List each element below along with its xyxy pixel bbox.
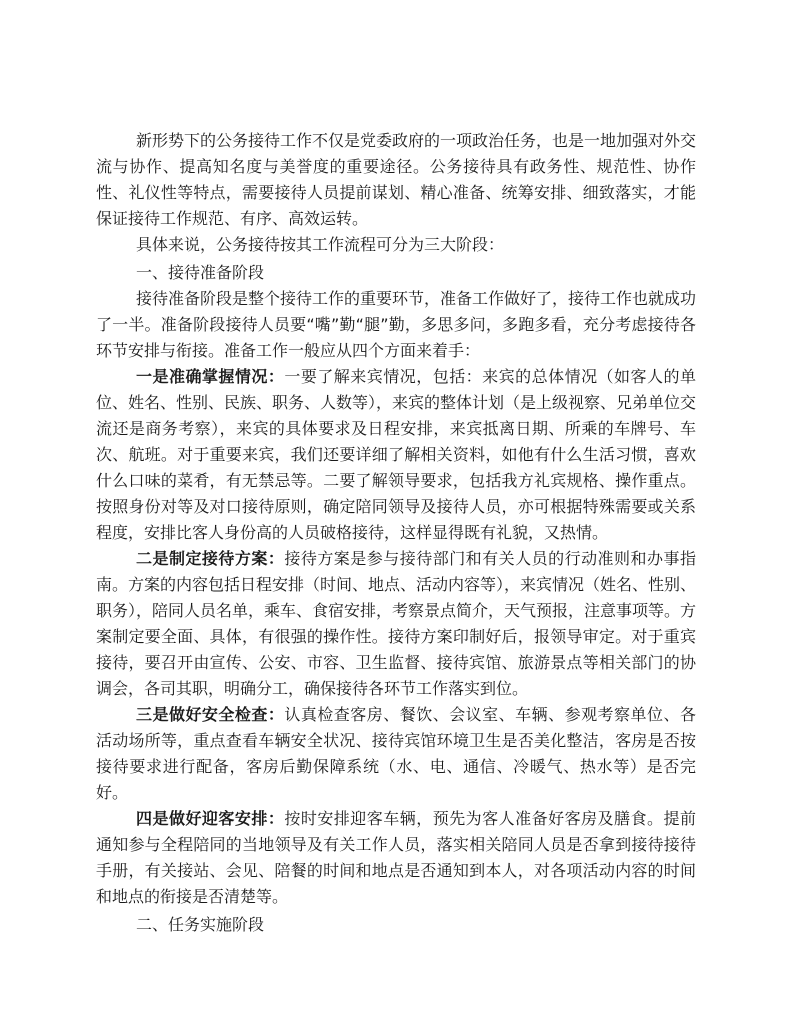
item-3-lead: 三是做好安全检查： xyxy=(136,705,285,724)
overview-paragraph: 具体来说，公务接待按其工作流程可分为三大阶段： xyxy=(136,235,505,254)
item-1-lead: 一是准确掌握情况： xyxy=(136,367,285,386)
item-2-paragraph xyxy=(96,546,696,702)
item-2-lead: 二是制定接待方案： xyxy=(136,549,285,568)
item-3-body: 认真检查客房、餐饮、会议室、车辆、参观考察单位、各活动场所等，重点查看车辆安全状况、接待宾馆环境卫生是否美化整洁，客房是否按接待要求进行配备，客房后勤保障系统（水、电、通信、冷暖气、热水等）是否完好。 xyxy=(96,705,696,802)
item-1-paragraph xyxy=(96,364,696,546)
document-page xyxy=(96,128,696,938)
item-2-body: 接待方案是参与接待部门和有关人员的行动准则和办事指南。方案的内容包括日程安排（时间、地点、活动内容等），来宾情况（姓名、性别、职务），陪同人员名单，乘车、食宿安排，考察景点简介，天气预报，注意事项等。方案制定要全面、具体，有很强的操作性。接待方案印制好后，报领导审定。对于重宾接待，要召开由宣传、公安、市容、卫生监督、接待宾馆、旅游景点等相关部门的协调会，各司其职，明确分工，确保接待各环节工作落实到位。 xyxy=(96,549,697,698)
item-4-body: 按时安排迎客车辆，预先为客人准备好客房及膳食。提前通知参与全程陪同的当地领导及有关工作人员，落实相关陪同人员是否拿到接待接待手册，有关接站、会见、陪餐的时间和地点是否通知到本人，对各项活动内容的时间和地点的衔接是否清楚等。 xyxy=(96,809,696,906)
item-1-body: 一要了解来宾情况，包括：来宾的总体情况（如客人的单位、姓名、性别、民族、职务、人数等），来宾的整体计划（是上级视察、兄弟单位交流还是商务考察），来宾的具体要求及日程安排，来宾抵离日期、所乘的车牌号、车次、航班。对于重要来宾，我们还要详细了解相关资料，如他有什么生活习惯，喜欢什么口味的菜肴，有无禁忌等。二要了解领导要求，包括我方礼宾规格、操作重点。按照身份对等及对口接待原则，确定陪同领导及接待人员，亦可根据特殊需要或关系程度，安排比客人身份高的人员破格接待，这样显得既有礼貌，又热情。 xyxy=(96,367,697,542)
item-3-paragraph xyxy=(96,702,696,806)
section-2-heading: 二、任务实施阶段 xyxy=(136,915,265,934)
item-4-paragraph xyxy=(96,806,696,910)
section-1-heading: 一、接待准备阶段 xyxy=(136,263,265,282)
intro-paragraph: 新形势下的公务接待工作不仅是党委政府的一项政治任务，也是一地加强对外交流与协作、提高知名度与美誉度的重要途径。公务接待具有政务性、规范性、协作性、礼仪性等特点，需要接待人员提前谋划、精心准备、统筹安排、细致落实，才能保证接待工作规范、有序、高效运转。 xyxy=(96,131,697,228)
item-4-lead: 四是做好迎客安排： xyxy=(136,809,285,828)
section-1-intro-paragraph: 接待准备阶段是整个接待工作的重要环节，准备工作做好了，接待工作也就成功了一半。准备阶段接待人员要“嘴”勤“腿”勤，多思多问，多跑多看，充分考虑接待各环节安排与衔接。准备工作一般应从四个方面来着手： xyxy=(96,289,697,360)
